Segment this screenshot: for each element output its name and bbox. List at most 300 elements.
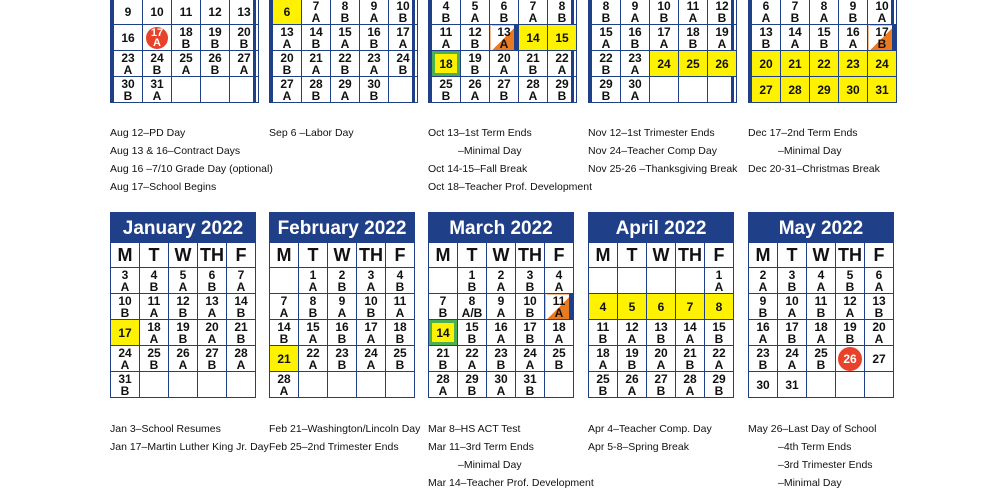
- day-number: 19: [843, 319, 857, 334]
- day-cell: [589, 372, 618, 398]
- ab-day-label: B: [152, 62, 162, 77]
- day-number: 28: [234, 345, 248, 360]
- ab-day-label: B: [601, 62, 611, 77]
- day-cell: [752, 51, 781, 77]
- ab-day-label: B: [120, 305, 130, 320]
- day-cell: [516, 320, 545, 346]
- ab-day-label: A/B: [461, 305, 483, 320]
- ab-day-label: A: [685, 331, 695, 346]
- ab-day-label: A: [874, 279, 884, 294]
- ab-day-label: B: [441, 88, 451, 103]
- day-number: 17: [523, 319, 537, 334]
- week-row: [270, 294, 415, 320]
- day-cell: [487, 294, 516, 320]
- day-cell: [299, 268, 328, 294]
- ab-day-label: A: [525, 357, 535, 372]
- ab-day-label: B: [239, 36, 249, 51]
- day-number: 2: [759, 267, 767, 282]
- day-cell: [490, 51, 519, 77]
- empty-cell: [429, 268, 458, 294]
- day-cell: [140, 294, 169, 320]
- day-cell: [705, 320, 734, 346]
- calendar-note: Nov 12–1st Trimester Ends: [588, 127, 715, 139]
- calendar-grid: [272, 0, 418, 103]
- ab-day-label: A: [496, 383, 506, 398]
- day-number: 4: [442, 0, 450, 13]
- day-cell: [647, 294, 676, 320]
- calendar-note: Feb 25–2nd Trimester Ends: [269, 441, 399, 453]
- ab-day-label: B: [236, 331, 246, 346]
- day-cell: [331, 0, 360, 25]
- day-cell: [389, 0, 418, 25]
- weekday-header: M: [749, 243, 778, 268]
- day-cell: [618, 294, 647, 320]
- day-number: 4: [599, 299, 607, 314]
- ab-day-label: A: [554, 279, 564, 294]
- ab-day-label: B: [181, 36, 191, 51]
- day-cell: [749, 372, 778, 398]
- day-number: 15: [712, 319, 726, 334]
- calendar-grid: [428, 242, 574, 398]
- empty-cell: [140, 372, 169, 398]
- day-number: 29: [712, 371, 726, 386]
- month-title: May 2022: [748, 212, 894, 242]
- day-number: 18: [686, 24, 700, 39]
- ab-day-label: A: [369, 62, 379, 77]
- ab-day-label: B: [499, 10, 509, 25]
- calendar-note: Mar 8–HS ACT Test: [428, 423, 521, 435]
- day-number: 18: [179, 24, 193, 39]
- day-cell: [676, 346, 705, 372]
- month-january: [110, 212, 256, 398]
- day-cell: [705, 294, 734, 320]
- empty-cell: [618, 268, 647, 294]
- ab-day-label: B: [685, 357, 695, 372]
- calendar-grid: [431, 0, 577, 103]
- ab-day-label: B: [395, 357, 405, 372]
- day-cell: [865, 346, 894, 372]
- ab-day-label: A: [441, 36, 451, 51]
- day-number: 9: [497, 293, 505, 308]
- day-cell: [548, 51, 577, 77]
- ab-day-label: A: [207, 331, 217, 346]
- empty-cell: [708, 77, 737, 103]
- day-cell: [810, 51, 839, 77]
- day-cell: [676, 372, 705, 398]
- day-cell: [357, 268, 386, 294]
- day-number: 25: [179, 50, 193, 65]
- day-cell: [589, 346, 618, 372]
- calendar-note: Feb 21–Washington/Lincoln Day: [269, 423, 421, 435]
- ab-day-label: B: [528, 62, 538, 77]
- day-number: 23: [494, 345, 508, 360]
- day-number: 14: [526, 30, 540, 45]
- day-number: 12: [843, 293, 857, 308]
- day-cell: [389, 25, 418, 51]
- month-october: [428, 0, 574, 103]
- day-number: 28: [436, 371, 450, 386]
- day-number: 31: [785, 377, 799, 392]
- day-cell: [545, 346, 574, 372]
- ab-day-label: B: [340, 10, 350, 25]
- day-number: 9: [370, 0, 378, 13]
- calendar-note: May 26–Last Day of School: [748, 423, 877, 435]
- day-number: 11: [596, 319, 610, 334]
- week-row: [592, 77, 737, 103]
- day-cell: [201, 25, 230, 51]
- month-may: [748, 212, 894, 398]
- week-row: [432, 0, 577, 25]
- ab-day-label: A: [149, 305, 159, 320]
- week-row: [270, 346, 415, 372]
- day-number: 18: [147, 319, 161, 334]
- day-cell: [592, 25, 621, 51]
- day-cell: [328, 268, 357, 294]
- week-row: [749, 294, 894, 320]
- day-cell: [778, 346, 807, 372]
- calendar-grid: [110, 242, 256, 398]
- day-number: 17: [875, 24, 889, 39]
- ab-day-label: B: [282, 62, 292, 77]
- notes-september: [269, 124, 354, 142]
- ab-day-label: A: [152, 88, 162, 103]
- day-cell: [781, 77, 810, 103]
- calendar-note: Sep 6 –Labor Day: [269, 127, 354, 139]
- day-cell: [140, 268, 169, 294]
- day-cell: [230, 0, 259, 25]
- day-cell: [299, 294, 328, 320]
- week-row: [589, 268, 734, 294]
- week-row: [111, 372, 256, 398]
- day-cell: [778, 320, 807, 346]
- day-cell: [839, 0, 868, 25]
- day-number: 15: [817, 24, 831, 39]
- day-number: 8: [341, 0, 349, 13]
- ab-day-label: B: [627, 357, 637, 372]
- day-cell: [650, 51, 679, 77]
- day-cell: [548, 77, 577, 103]
- day-cell: [749, 268, 778, 294]
- day-number: 13: [497, 24, 511, 39]
- ab-day-label: B: [178, 331, 188, 346]
- ab-day-label: A: [528, 10, 538, 25]
- day-cell: [389, 51, 418, 77]
- ab-day-label: B: [369, 36, 379, 51]
- day-number: 20: [237, 24, 251, 39]
- week-row: [429, 294, 574, 320]
- day-cell: [198, 294, 227, 320]
- day-number: 10: [364, 293, 378, 308]
- day-cell: [227, 268, 256, 294]
- day-cell: [386, 294, 415, 320]
- day-number: 25: [814, 345, 828, 360]
- day-number: 12: [625, 319, 639, 334]
- day-number: 26: [208, 50, 222, 65]
- day-cell: [302, 77, 331, 103]
- day-cell: [592, 77, 621, 103]
- day-number: 8: [468, 293, 476, 308]
- ab-day-label: A: [656, 357, 666, 372]
- ab-day-label: A: [688, 10, 698, 25]
- ab-day-label: B: [311, 36, 321, 51]
- ab-day-label: A: [398, 36, 408, 51]
- day-number: 6: [500, 0, 508, 13]
- ab-day-label: A: [528, 88, 538, 103]
- day-cell: [357, 294, 386, 320]
- day-cell: [198, 268, 227, 294]
- day-number: 10: [785, 293, 799, 308]
- day-number: 8: [602, 0, 610, 13]
- weekday-header: TH: [516, 243, 545, 268]
- day-number: 10: [150, 4, 164, 19]
- day-cell: [169, 294, 198, 320]
- ab-day-label: A: [630, 10, 640, 25]
- calendar-note: Aug 16 –7/10 Grade Day (optional): [110, 163, 273, 175]
- day-cell: [545, 268, 574, 294]
- day-number: 12: [176, 293, 190, 308]
- empty-cell: [201, 77, 230, 103]
- day-number: 26: [625, 371, 639, 386]
- day-cell: [331, 51, 360, 77]
- day-number: 31: [875, 82, 889, 97]
- highlight-circle: [146, 27, 168, 49]
- ab-day-label: A: [279, 305, 289, 320]
- day-cell: [589, 294, 618, 320]
- ab-day-label: A: [470, 10, 480, 25]
- day-cell: [865, 294, 894, 320]
- day-cell: [461, 77, 490, 103]
- weekday-header: F: [865, 243, 894, 268]
- calendar-grid: [269, 242, 415, 398]
- day-number: 11: [686, 0, 700, 13]
- day-cell: [360, 0, 389, 25]
- day-cell: [432, 0, 461, 25]
- empty-cell: [389, 77, 418, 103]
- day-cell: [328, 346, 357, 372]
- calendar-note: –3rd Trimester Ends: [778, 459, 873, 471]
- day-number: 23: [628, 50, 642, 65]
- day-cell: [169, 268, 198, 294]
- day-cell: [386, 268, 415, 294]
- calendar-note: Mar 14–Teacher Prof. Development: [428, 477, 594, 489]
- week-row: [589, 294, 734, 320]
- day-cell: [270, 346, 299, 372]
- day-cell: [432, 51, 461, 77]
- calendar-note: –Minimal Day: [458, 145, 522, 157]
- day-cell: [618, 372, 647, 398]
- week-row: [114, 77, 259, 103]
- day-number: 27: [872, 351, 886, 366]
- ab-day-label: B: [630, 36, 640, 51]
- weekday-header: T: [618, 243, 647, 268]
- calendar-note: Aug 12–PD Day: [110, 127, 186, 139]
- day-number: 20: [205, 319, 219, 334]
- week-row: [429, 372, 574, 398]
- ab-day-label: B: [787, 331, 797, 346]
- day-number: 14: [234, 293, 248, 308]
- ab-day-label: A: [601, 36, 611, 51]
- day-cell: [650, 25, 679, 51]
- day-number: 16: [494, 319, 508, 334]
- day-number: 24: [396, 50, 410, 65]
- day-number: 9: [631, 0, 639, 13]
- notes-december: [748, 124, 880, 178]
- calendar-grid: [751, 0, 897, 103]
- day-cell: [621, 0, 650, 25]
- day-number: 17: [364, 319, 378, 334]
- empty-cell: [169, 372, 198, 398]
- ab-day-label: B: [656, 383, 666, 398]
- day-cell: [273, 51, 302, 77]
- ab-day-label: A: [366, 279, 376, 294]
- day-number: 11: [147, 293, 161, 308]
- ab-day-label: B: [816, 305, 826, 320]
- day-cell: [836, 320, 865, 346]
- day-number: 13: [872, 293, 886, 308]
- day-number: 6: [657, 299, 665, 314]
- ab-day-label: B: [210, 62, 220, 77]
- ab-day-label: B: [598, 383, 608, 398]
- weekday-header: T: [299, 243, 328, 268]
- day-cell: [273, 77, 302, 103]
- day-number: 22: [555, 50, 569, 65]
- calendar-grid: [748, 242, 894, 398]
- ab-day-label: A: [848, 36, 858, 51]
- day-number: 3: [367, 267, 375, 282]
- week-row: [111, 346, 256, 372]
- day-number: 29: [555, 76, 569, 91]
- day-cell: [143, 0, 172, 25]
- week-row: [111, 320, 256, 346]
- ab-day-label: A: [123, 62, 133, 77]
- day-cell: [519, 51, 548, 77]
- ab-day-label: B: [790, 10, 800, 25]
- day-cell: [429, 346, 458, 372]
- notes-april: [588, 420, 712, 456]
- day-number: 30: [367, 76, 381, 91]
- day-number: 12: [715, 0, 729, 13]
- ab-day-label: A: [369, 10, 379, 25]
- weekday-header: W: [169, 243, 198, 268]
- day-number: 3: [526, 267, 534, 282]
- day-cell: [331, 77, 360, 103]
- day-cell: [143, 25, 172, 51]
- day-number: 14: [683, 319, 697, 334]
- ab-day-label: A: [207, 305, 217, 320]
- ab-day-label: B: [210, 36, 220, 51]
- day-number: 14: [277, 319, 291, 334]
- day-number: 11: [814, 293, 828, 308]
- ab-day-label: B: [525, 331, 535, 346]
- day-number: 18: [552, 319, 566, 334]
- day-cell: [357, 320, 386, 346]
- calendar-note: –4th Term Ends: [778, 441, 852, 453]
- day-number: 29: [817, 82, 831, 97]
- day-cell: [548, 25, 577, 51]
- ab-day-label: A: [816, 331, 826, 346]
- day-cell: [650, 0, 679, 25]
- day-cell: [810, 25, 839, 51]
- day-number: 9: [338, 293, 346, 308]
- ab-day-label: A: [120, 279, 130, 294]
- ab-day-label: B: [149, 279, 159, 294]
- week-row: [589, 372, 734, 398]
- calendar-note: Oct 18–Teacher Prof. Development: [428, 181, 593, 193]
- ab-day-label: B: [279, 331, 289, 346]
- ab-day-label: A: [236, 357, 246, 372]
- week-row: [270, 372, 415, 398]
- ab-day-label: A: [787, 357, 797, 372]
- ab-day-label: B: [816, 357, 826, 372]
- weekday-header: W: [487, 243, 516, 268]
- day-cell: [516, 268, 545, 294]
- day-cell: [429, 372, 458, 398]
- day-number: 27: [497, 76, 511, 91]
- day-number: 26: [176, 345, 190, 360]
- day-number: 21: [436, 345, 450, 360]
- day-cell: [458, 320, 487, 346]
- notes-august: [110, 124, 273, 196]
- day-cell: [169, 320, 198, 346]
- day-cell: [299, 346, 328, 372]
- day-cell: [778, 268, 807, 294]
- day-cell: [836, 346, 865, 372]
- weekday-header: W: [807, 243, 836, 268]
- day-cell: [548, 0, 577, 25]
- day-number: 14: [788, 24, 802, 39]
- ab-day-label: B: [470, 62, 480, 77]
- calendar-note: Apr 5-8–Spring Break: [588, 441, 689, 453]
- day-number: 27: [205, 345, 219, 360]
- day-cell: [519, 77, 548, 103]
- day-cell: [386, 320, 415, 346]
- day-cell: [618, 346, 647, 372]
- ab-day-label: A: [178, 357, 188, 372]
- day-number: 21: [526, 50, 540, 65]
- day-cell: [519, 25, 548, 51]
- day-cell: [461, 0, 490, 25]
- day-cell: [230, 25, 259, 51]
- day-cell: [708, 25, 737, 51]
- day-number: 22: [465, 345, 479, 360]
- ab-day-label: A: [685, 383, 695, 398]
- ab-day-label: A: [627, 331, 637, 346]
- day-number: 4: [150, 267, 158, 282]
- day-number: 17: [396, 24, 410, 39]
- ab-day-label: A: [282, 36, 292, 51]
- day-number: 28: [788, 82, 802, 97]
- weekday-header: M: [111, 243, 140, 268]
- day-number: 15: [555, 30, 569, 45]
- ab-day-label: A: [366, 357, 376, 372]
- day-number: 30: [756, 377, 770, 392]
- day-cell: [111, 346, 140, 372]
- day-cell: [836, 294, 865, 320]
- ab-day-label: A: [877, 10, 887, 25]
- day-cell: [618, 320, 647, 346]
- empty-cell: [227, 372, 256, 398]
- day-cell: [172, 0, 201, 25]
- ab-day-label: A: [496, 331, 506, 346]
- ab-day-label: A: [395, 305, 405, 320]
- calendar-note: Nov 24–Teacher Comp Day: [588, 145, 717, 157]
- day-cell: [676, 320, 705, 346]
- ab-day-label: A: [758, 279, 768, 294]
- day-number: 26: [843, 351, 857, 366]
- day-number: 7: [439, 293, 447, 308]
- day-number: 23: [367, 50, 381, 65]
- ab-day-label: A: [630, 62, 640, 77]
